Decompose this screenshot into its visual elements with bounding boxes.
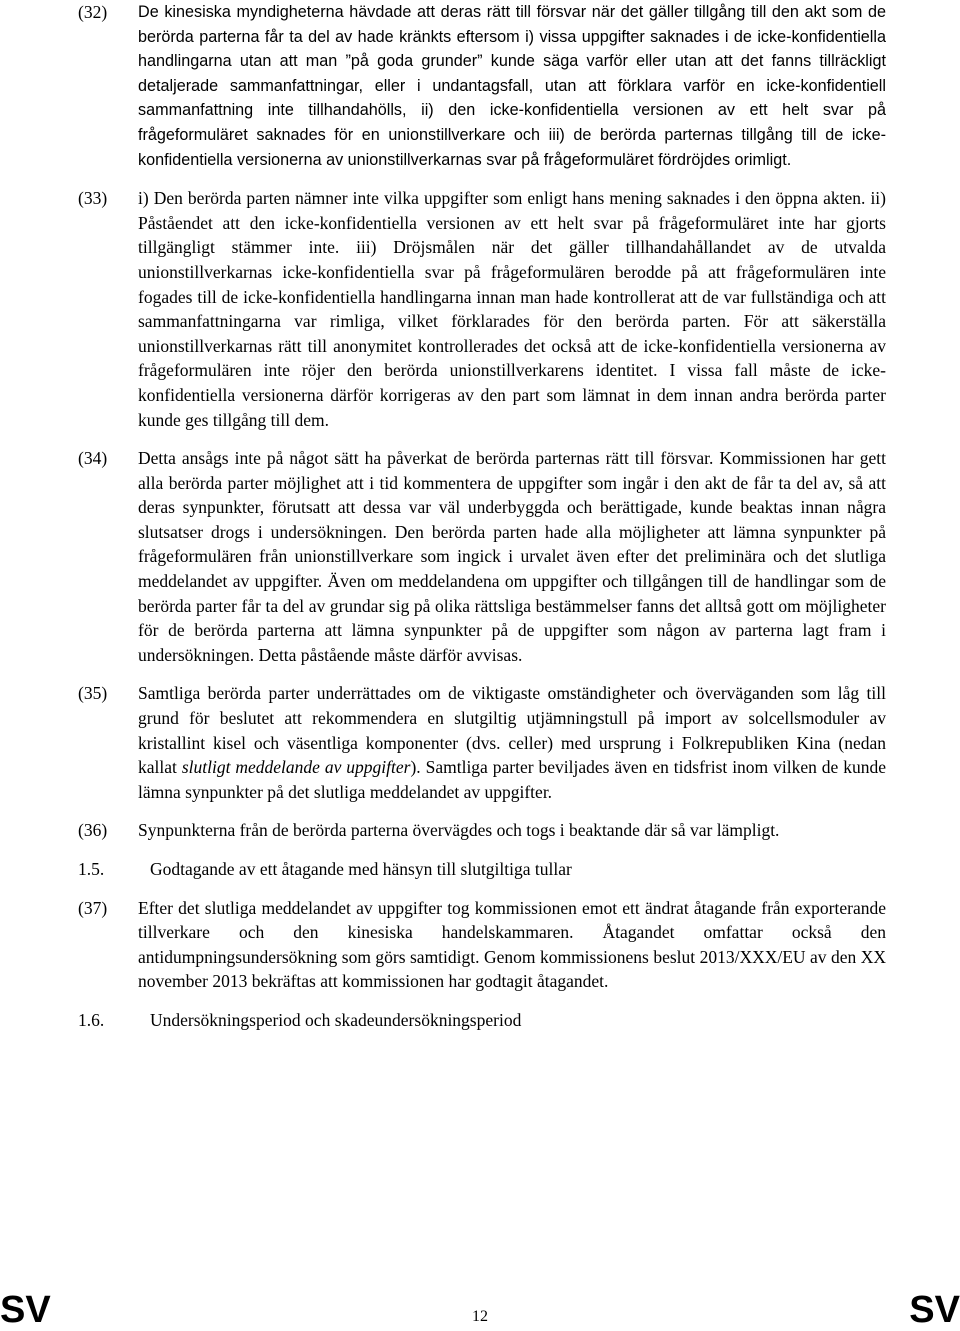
paragraph-text: De kinesiska myndigheterna hävdade att deras rätt till försvar när det gäller tillgång till den akt som de berörda parterna får ta del av hade kränkts eftersom i) vissa uppgifter saknades i de icke-konfidentiella handlingarna utan att man ”på goda grunder” kunde säga varför eller utan att det fanns tillräckligt detaljerade sammanfattningar, eller i undantagsfall, utan att förklara varför en icke-konfidentiell sammanfattning inte tillhandahölls, ii) den icke-konfidentiella versionen av ett helt svar på frågeformuläret saknades för en unionstillverkare och iii) de berörda parternas tillgång till de icke-konfidentiella versionerna av unionstillverkarnas svar på frågeformuläret fördröjdes orimligt. [138,3,886,169]
document-body [78,0,886,1047]
paragraph-text-part: Samtliga berörda parter underrättades om de viktigaste omständigheter och överväganden som låg till grund för beslutet att rekommendera en slutgiltig utjämningstull på import av solcellsmoduler av kristallint kisel och väsentliga komponenter (dvs. celler) med ursprung i Folkrepubliken Kina (nedan kallat [138,683,886,778]
section-title: Undersökningsperiod och skadeundersökningsperiod [150,1009,522,1030]
paragraph-36 [78,818,886,843]
page-number: 12 [472,1308,488,1325]
paragraph-text-part: ). Samtliga parter beviljades även en tidsfrist inom vilken de kunde lämna synpunkter på det slutliga meddelandet av uppgifter. [138,757,886,802]
paragraph-text: Detta ansågs inte på något sätt ha påverkat de berörda parternas rätt till försvar. Kommissionen har gett alla berörda parter möjlighet att i tid kommentera de uppgifter som ingår i den akt de får ta del av, så att deras synpunkter, förutsatt att dessa var väl underbyggda och berättigade, kunde beaktas innan några slutsatser drogs i undersökningen. Den berörda parten hade alla möjligheter att lämna synpunkter på frågeformulären från unionstillverkare som ingick i urvalet även efter det preliminära och det slutliga meddelandet av uppgifter. Även om meddelandena om uppgifter och tillgången till de handlingar som de berörda parter får ta del av grundar sig på olika rättsliga bestämmelser fanns det alltså gott om möjligheter för de berörda parterna att lämna synpunkter på de uppgifter som någon av parterna lagt fram i undersökningen. Detta påstående måste därför avvisas. [138,448,886,665]
section-heading-1-5 [78,857,886,882]
paragraph-number: (34) [78,448,108,469]
paragraph-text [138,681,886,804]
language-code-right: SV [909,1289,960,1331]
section-number: 1.5. [78,859,105,879]
paragraph-number: (32) [78,2,108,22]
section-title: Godtagande av ett åtagande med hänsyn till slutgiltiga tullar [150,859,572,879]
paragraph-number: (36) [78,820,108,841]
paragraph-text: Efter det slutliga meddelandet av uppgifter tog kommissionen emot ett ändrat åtagande från exporterande tillverkare och den kinesiska handelskammaren. Åtagandet omfattar också den antidumpningsundersökning som görs samtidigt. Genom kommissionens beslut 2013/XXX/EU av den XX november 2013 bekräftas att kommissionen har godtagit åtagandet. [138,897,886,992]
paragraph-number: (33) [78,188,108,209]
language-code-left: SV [0,1289,51,1331]
paragraph-text: Synpunkterna från de berörda parterna övervägdes och togs i beaktande där så var lämpligt. [138,820,780,841]
section-heading-1-6 [78,1008,886,1033]
paragraph-32 [78,0,886,172]
paragraph-35 [78,681,886,804]
paragraph-34 [78,446,886,667]
paragraph-number: (35) [78,683,108,704]
paragraph-number: (37) [78,897,108,918]
paragraph-text: i) Den berörda parten nämner inte vilka uppgifter som enligt hans mening saknades i den öppna akten. ii) Påståendet att den icke-konfidentiella versionen av ett helt svar på frågeformuläret inte har gjorts tillgängligt stämmer inte. iii) Dröjsmålen när det gäller tillhandahållandet av de utvalda unionstillverkarnas icke-konfidentiella svar på frågeformulären berodde på att frågeformulären inte fogades till de icke-konfidentiella handlingarna innan man hade kontrollerat att de var fullständiga och att sammanfattningarna var rimliga, vilket förklarades för den berörda parten. För att säkerställa unionstillverkarnas rätt till anonymitet kontrollerades det också att de icke-konfidentiella versionerna av frågeformulären inte röjer den berörda unionstillverkarens identitet. I vissa fall måste de icke-konfidentiella versionerna därför korrigeras av den part som lämnat in dem innan andra berörda parter kunde ges tillgång till dem. [138,188,886,430]
paragraph-37 [78,896,886,994]
defined-term: slutligt meddelande av uppgifter [181,757,411,778]
section-number: 1.6. [78,1009,105,1030]
paragraph-33 [78,186,886,432]
